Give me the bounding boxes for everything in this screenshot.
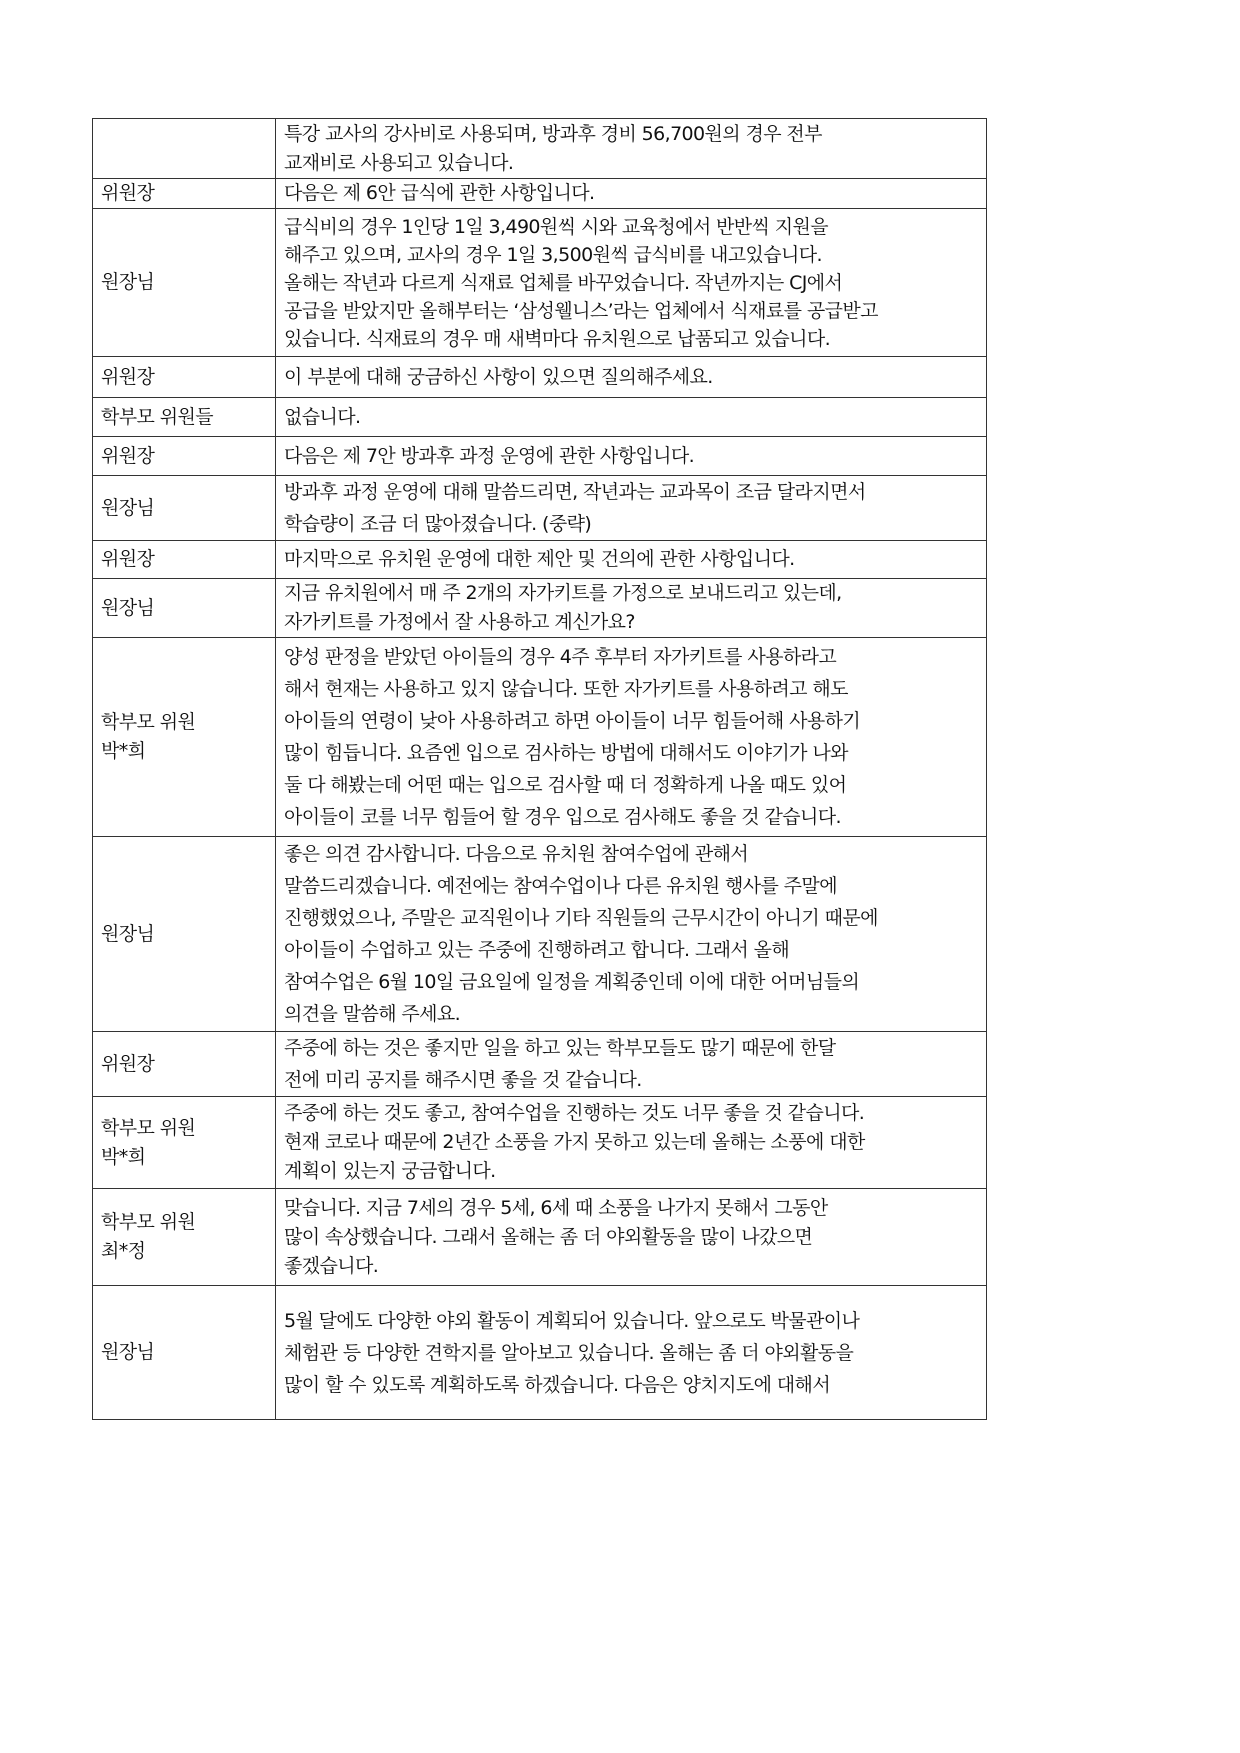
table-row: [93, 119, 987, 179]
content-line: 해주고 있으며, 교사의 경우 1일 3,500원씩 급식비를 내고있습니다.: [284, 243, 822, 266]
table-row: [93, 1032, 987, 1097]
content-line: 학습량이 조금 더 많아졌습니다. (중략): [284, 513, 592, 535]
speaker-name: 박*희: [101, 1145, 146, 1168]
content-line: 좋은 의견 감사합니다. 다음으로 유치원 참여수업에 관해서: [284, 843, 749, 865]
speaker-cell: [93, 476, 276, 541]
content-cell: [276, 437, 987, 476]
content-line: 양성 판정을 받았던 아이들의 경우 4주 후부터 자가키트를 사용하라고: [284, 646, 837, 668]
speaker-cell: [93, 119, 276, 179]
content-line: 의견을 말씀해 주세요.: [284, 1003, 461, 1025]
content-line: 많이 할 수 있도록 계획하도록 하겠습니다. 다음은 양치지도에 대해서: [284, 1373, 831, 1396]
content-line: 아이들의 연령이 낮아 사용하려고 하면 아이들이 너무 힘들어해 사용하기: [284, 710, 861, 732]
content-cell: [276, 1286, 987, 1420]
content-line: 많이 속상했습니다. 그래서 올해는 좀 더 야외활동을 많이 나갔으면: [284, 1225, 813, 1248]
table-row: [93, 1286, 987, 1420]
content-line: 현재 코로나 때문에 2년간 소풍을 가지 못하고 있는데 올해는 소풍에 대한: [284, 1131, 865, 1153]
speaker-cell: [93, 541, 276, 579]
content-cell: [276, 357, 987, 398]
speaker-name: 위원장: [101, 365, 155, 388]
content-line: 지금 유치원에서 매 주 2개의 자가키트를 가정으로 보내드리고 있는데,: [284, 582, 842, 604]
content-line: 다음은 제 7안 방과후 과정 운영에 관한 사항입니다.: [284, 444, 695, 467]
table-row: [93, 541, 987, 579]
content-line: 이 부분에 대해 궁금하신 사항이 있으면 질의해주세요.: [284, 365, 713, 388]
speaker-name: 최*정: [101, 1240, 146, 1262]
speaker-cell: [93, 638, 276, 837]
content-line: 5월 달에도 다양한 야외 활동이 계획되어 있습니다. 앞으로도 박물관이나: [284, 1309, 860, 1332]
content-line: 올해는 작년과 다르게 식재료 업체를 바꾸었습니다. 작년까지는 CJ에서: [284, 271, 843, 294]
speaker-name: 원장님: [101, 1341, 155, 1363]
content-line: 있습니다. 식재료의 경우 매 새벽마다 유치원으로 납품되고 있습니다.: [284, 327, 831, 350]
content-cell: [276, 1032, 987, 1097]
table-row: [93, 1097, 987, 1189]
speaker-name: 원장님: [101, 271, 155, 293]
speaker-name: 학부모 위원: [101, 1211, 196, 1233]
content-line: 없습니다.: [284, 405, 361, 428]
content-cell: [276, 638, 987, 837]
content-cell: [276, 1189, 987, 1286]
speaker-cell: [93, 179, 276, 209]
meeting-minutes-table: [92, 118, 987, 1420]
speaker-name: 학부모 위원: [101, 711, 196, 733]
content-line: 아이들이 수업하고 있는 주중에 진행하려고 합니다. 그래서 올해: [284, 939, 790, 961]
speaker-name: 위원장: [101, 1052, 155, 1075]
speaker-cell: [93, 357, 276, 398]
content-line: 해서 현재는 사용하고 있지 않습니다. 또한 자가키트를 사용하려고 해도: [284, 678, 848, 700]
content-line: 다음은 제 6안 급식에 관한 사항입니다.: [284, 182, 595, 204]
content-cell: [276, 1097, 987, 1189]
content-cell: [276, 398, 987, 437]
content-line: 전에 미리 공지를 해주시면 좋을 것 같습니다.: [284, 1069, 642, 1091]
speaker-cell: [93, 1097, 276, 1189]
content-line: 좋겠습니다.: [284, 1254, 379, 1277]
content-line: 많이 힘듭니다. 요즘엔 입으로 검사하는 방법에 대해서도 이야기가 나와: [284, 742, 848, 764]
table-row: [93, 357, 987, 398]
speaker-cell: [93, 209, 276, 357]
content-line: 진행했었으나, 주말은 교직원이나 기타 직원들의 근무시간이 아니기 때문에: [284, 907, 878, 929]
speaker-name: 원장님: [101, 596, 155, 619]
content-cell: [276, 579, 987, 638]
table-row: [93, 638, 987, 837]
content-line: 방과후 과정 운영에 대해 말씀드리면, 작년과는 교과목이 조금 달라지면서: [284, 481, 866, 503]
speaker-name: 원장님: [101, 922, 155, 945]
table-row: [93, 398, 987, 437]
speaker-cell: [93, 437, 276, 476]
content-line: 아이들이 코를 너무 힘들어 할 경우 입으로 검사해도 좋을 것 같습니다.: [284, 806, 841, 828]
content-line: 체험관 등 다양한 견학지를 알아보고 있습니다. 올해는 좀 더 야외활동을: [284, 1341, 854, 1364]
table-row: [93, 1189, 987, 1286]
table-row: [93, 437, 987, 476]
speaker-name: 학부모 위원들: [101, 405, 213, 428]
content-line: 말씀드리겠습니다. 예전에는 참여수업이나 다른 유치원 행사를 주말에: [284, 875, 837, 897]
table-row: [93, 579, 987, 638]
content-line: 교재비로 사용되고 있습니다.: [284, 151, 514, 174]
content-cell: [276, 541, 987, 579]
content-line: 급식비의 경우 1인당 1일 3,490원씩 시와 교육청에서 반반씩 지원을: [284, 215, 828, 238]
speaker-cell: [93, 1286, 276, 1420]
speaker-cell: [93, 1032, 276, 1097]
speaker-cell: [93, 398, 276, 437]
table-row: [93, 837, 987, 1032]
content-cell: [276, 119, 987, 179]
table-row: [93, 209, 987, 357]
content-line: 맞습니다. 지금 7세의 경우 5세, 6세 때 소풍을 나가지 못해서 그동안: [284, 1196, 828, 1219]
content-line: 공급을 받았지만 올해부터는 ‘삼성웰니스’라는 업체에서 식재료를 공급받고: [284, 299, 878, 322]
speaker-name: 위원장: [101, 548, 155, 570]
content-line: 특강 교사의 강사비로 사용되며, 방과후 경비 56,700원의 경우 전부: [284, 122, 822, 145]
speaker-name: 원장님: [101, 496, 155, 519]
speaker-cell: [93, 837, 276, 1032]
content-line: 둘 다 해봤는데 어떤 때는 입으로 검사할 때 더 정확하게 나올 때도 있어: [284, 774, 847, 796]
content-cell: [276, 837, 987, 1032]
content-line: 참여수업은 6월 10일 금요일에 일정을 계획중인데 이에 대한 어머님들의: [284, 971, 860, 993]
content-line: 주중에 하는 것도 좋고, 참여수업을 진행하는 것도 너무 좋을 것 같습니다.: [284, 1102, 865, 1124]
content-cell: [276, 476, 987, 541]
content-line: 자가키트를 가정에서 잘 사용하고 계신가요?: [284, 611, 635, 633]
speaker-name: 박*희: [101, 740, 146, 762]
speaker-name: 위원장: [101, 444, 155, 467]
table-row: [93, 476, 987, 541]
content-cell: [276, 179, 987, 209]
speaker-name: 위원장: [101, 182, 155, 204]
content-line: 주중에 하는 것은 좋지만 일을 하고 있는 학부모들도 많기 때문에 한달: [284, 1037, 836, 1059]
content-line: 계획이 있는지 궁금합니다.: [284, 1160, 496, 1182]
speaker-name: 학부모 위원: [101, 1116, 196, 1139]
content-cell: [276, 209, 987, 357]
speaker-cell: [93, 579, 276, 638]
table-row: [93, 179, 987, 209]
speaker-cell: [93, 1189, 276, 1286]
content-line: 마지막으로 유치원 운영에 대한 제안 및 건의에 관한 사항입니다.: [284, 548, 795, 570]
